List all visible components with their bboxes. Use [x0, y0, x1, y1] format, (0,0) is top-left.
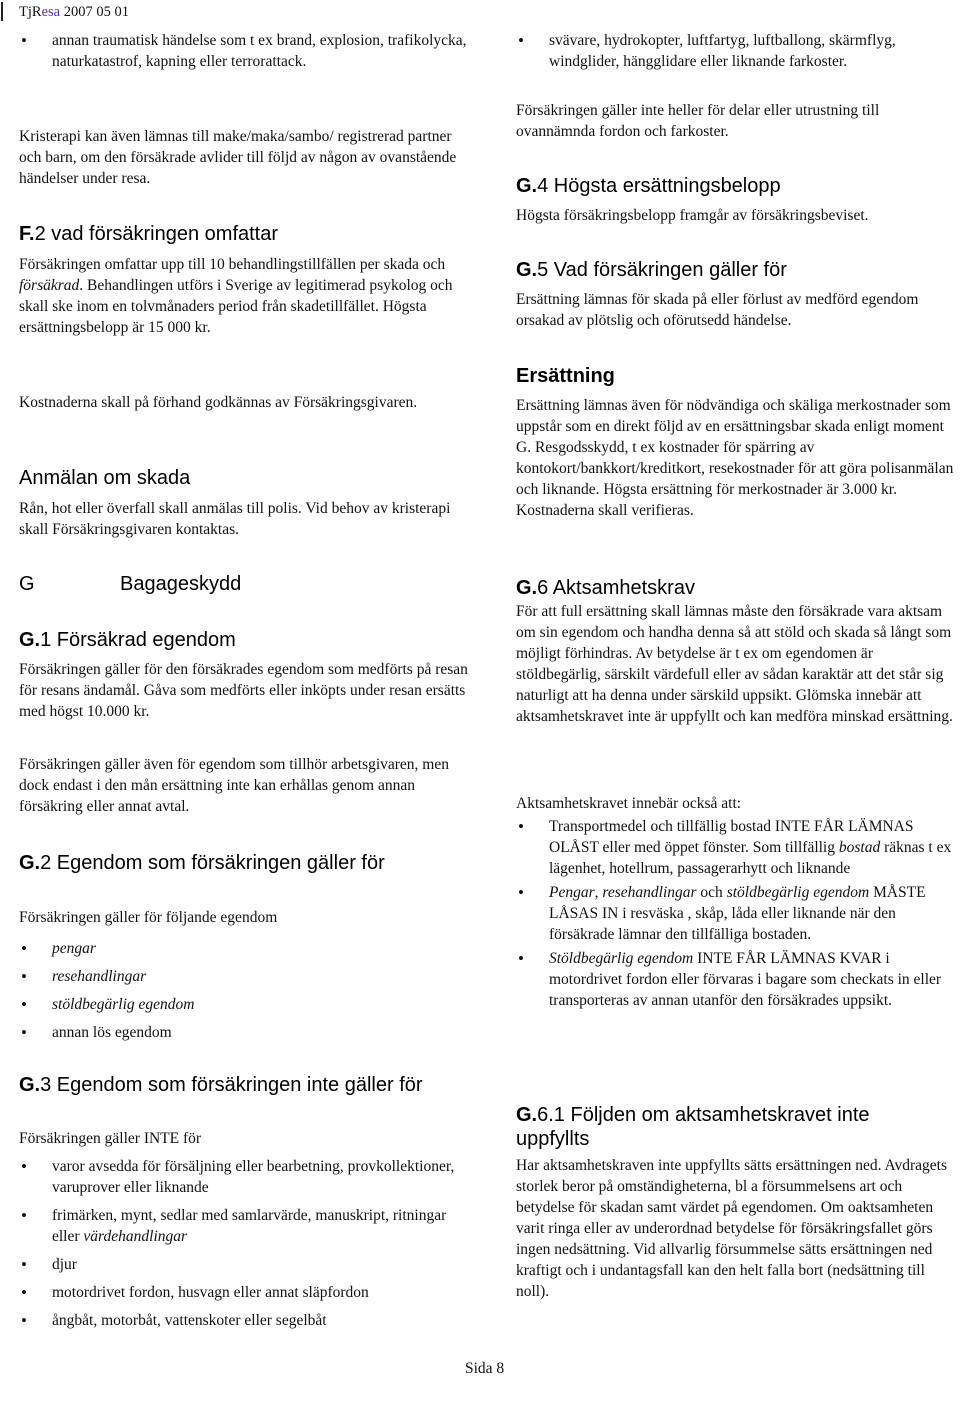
list-item: • varor avsedda för försäljning eller bearbetning, provkollektioner, varuprover eller liknande — [19, 1156, 474, 1198]
left-bullet-traumatic — [19, 30, 474, 72]
heading-g61: G.6.1 Följden om aktsamhetskravet inte uppfyllts — [516, 1104, 870, 1150]
list-item: • resehandlingar — [19, 963, 474, 991]
header-date: 2007 05 01 — [60, 4, 129, 20]
paragraph-g5: Ersättning lämnas för skada på eller förlust av medförd egendom orsakad av plötslig och oförutsedd händelse. — [516, 291, 919, 329]
paragraph-anmalan: Rån, hot eller överfall skall anmälas till polis. Vid behov av kristerapi skall Försäkringsgivaren kontaktas. — [19, 500, 451, 538]
heading-g2: G.2 Egendom som försäkringen gäller för — [19, 852, 385, 874]
list-item: • pengar — [19, 935, 474, 963]
paragraph-ersattning: Ersättning lämnas även för nödvändiga och skäliga merkostnader som uppstår som en direkt följd av en ersättningsbar skada enligt moment G. Resgodsskydd, t ex kostnader för spärring av kontokort/bankkort/kreditkort, resekostnader för att göra polisanmälan och liknande. Högsta ersättning för merkostnader är 3.000 kr. Kostnaderna skall verifieras. — [516, 397, 954, 519]
list-item: • svävare, hydrokopter, luftfartyg, luftballong, skärmflyg, windglider, hängglidare eller liknande farkoster. — [516, 30, 958, 72]
paragraph-g3-intro: Försäkringen gäller INTE för — [19, 1130, 202, 1147]
heading-f2: F.2 vad försäkringen omfattar — [19, 223, 279, 245]
heading-g5: G.5 Vad försäkringen gäller för — [516, 259, 787, 281]
list-item: • motordrivet fordon, husvagn eller annat släpfordon — [19, 1282, 474, 1303]
header-text: TjR — [19, 4, 42, 20]
list-item: • Pengar, resehandlingar och stöldbegärlig egendom MÅSTE LÅSAS IN i resväska , skåp, låda eller liknande när den försäkrade lämnar den tillfälliga bostaden. — [516, 882, 958, 945]
paragraph-g1-b: Försäkringen gäller även för egendom som tillhör arbetsgivaren, men dock endast i den mån ersättning inte kan erhållas genom annan försäkring eller annat avtal. — [19, 756, 449, 815]
list-item: • Stöldbegärlig egendom INTE FÅR LÄMNAS KVAR i motordrivet fordon eller förvaras i bagare som checkats in eller transporteras av annan utanför den försäkrades uppsikt. — [516, 948, 958, 1011]
list-item: • djur — [19, 1254, 474, 1275]
list-item: • stöldbegärlig egendom — [19, 991, 474, 1019]
list-g6-requirements — [516, 816, 958, 1011]
paragraph-g6-intro: Aktsamhetskravet innebär också att: — [516, 795, 742, 812]
heading-ersattning: Ersättning — [516, 365, 615, 387]
paragraph-kristerapi: Kristerapi kan även lämnas till make/maka/sambo/ registrerad partner och barn, om den försäkrade avlider till följd av någon av ovanstående händelser under resa. — [19, 128, 457, 187]
list-g3-items — [19, 1156, 474, 1331]
header-link[interactable]: esa — [41, 4, 61, 20]
list-g2-items — [19, 935, 474, 1047]
heading-g1: G.1 Försäkrad egendom — [19, 629, 236, 651]
paragraph-g4: Högsta försäkringsbelopp framgår av försäkringsbeviset. — [516, 207, 869, 224]
header-rule — [1, 2, 3, 21]
page-number: Sida 8 — [465, 1360, 505, 1377]
list-item: • annan lös egendom — [19, 1019, 474, 1047]
paragraph-exclusion-parts: Försäkringen gäller inte heller för delar eller utrustning till ovannämnda fordon och farkoster. — [516, 102, 880, 140]
paragraph-g61: Har aktsamhetskraven inte uppfyllts sätts ersättningen ned. Avdragets storlek beror på omständigheterna, bl a försummelsens art och betydelse för skadan samt värdet på egendomen. Om oaktsamheten varit ringa eller av underordnad betydelse för försäkringsfallet görs ingen nedsättning. Vid allvarlig försummelse sätts ersättningen ned kraftigt och i undantagsfall kan den helt falla bort (nedsättning till noll). — [516, 1157, 948, 1300]
right-bullet-aircraft — [516, 30, 958, 72]
paragraph-g1-a: Försäkringen gäller för den försäkrades egendom som medförts på resan för resans ändamål. Gåva som medförts eller inköpts under resan ersätts med högst 10.000 kr. — [19, 661, 468, 720]
list-item: • frimärken, mynt, sedlar med samlarvärde, manuskript, ritningar eller värdehandlingar — [19, 1205, 474, 1247]
heading-g-bagageskydd: G Bagageskydd — [19, 573, 242, 595]
heading-g4: G.4 Högsta ersättningsbelopp — [516, 175, 781, 197]
page-header — [19, 3, 129, 21]
heading-g6: G.6 Aktsamhetskrav — [516, 577, 695, 599]
paragraph-f2-approval: Kostnaderna skall på förhand godkännas av Försäkringsgivaren. — [19, 394, 418, 411]
list-item: • annan traumatisk händelse som t ex brand, explosion, trafikolycka, naturkatastrof, kapning eller terrorattack. — [19, 30, 474, 72]
heading-g3: G.3 Egendom som försäkringen inte gäller för — [19, 1074, 423, 1096]
heading-anmalan: Anmälan om skada — [19, 467, 191, 489]
paragraph-f2-scope: Försäkringen omfattar upp till 10 behandlingstillfällen per skada och försäkrad. Behandlingen utförs i Sverige av legitimerad psykolog och skall ske inom en tolvmånaders period från skadetillfället. Högsta ersättningsbelopp är 15 000 kr. — [19, 256, 453, 336]
paragraph-g6: För att full ersättning skall lämnas måste den försäkrade vara aktsam om sin egendom och handha denna så att stöld och skada så långt som möjligt förhindras. Av betydelse är t ex om egendomen är stöldbegärlig, särskilt värdefull eller av sådan karaktär att det står sig naturligt att ha denna under särskild uppsikt. Glömska innebär att aktsamhetskravet inte är uppfyllt och kan medföra minskad ersättning. — [516, 603, 953, 725]
list-item: • Transportmedel och tillfällig bostad INTE FÅR LÄMNAS OLÅST eller med öppet fönster. Som tillfällig bostad räknas t ex lägenhet, hotellrum, passagerarhytt och liknande — [516, 816, 958, 879]
list-item: • ångbåt, motorbåt, vattenskoter eller segelbåt — [19, 1310, 474, 1331]
paragraph-g2-intro: Försäkringen gäller för följande egendom — [19, 909, 278, 926]
